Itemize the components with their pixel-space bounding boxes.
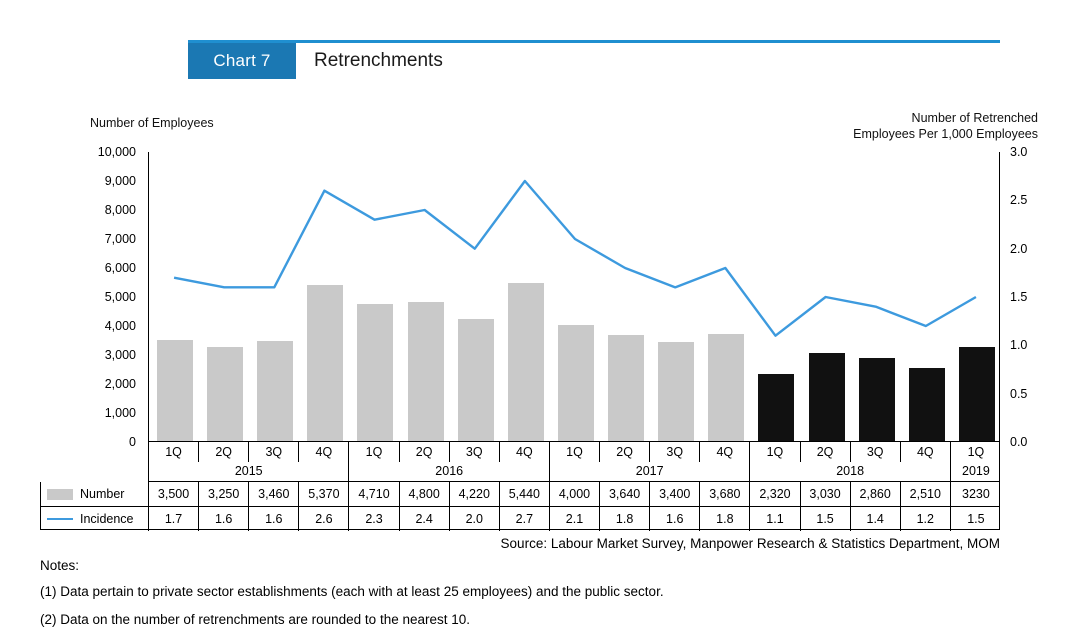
quarter-label: 1Q xyxy=(750,442,800,462)
right-tick-label: 3.0 xyxy=(1010,145,1028,159)
year-label: 2015 xyxy=(149,462,349,481)
quarter-label: 3Q xyxy=(450,442,500,462)
table-cell-incidence: 2.3 xyxy=(349,507,399,531)
left-axis-tick-labels xyxy=(62,145,142,449)
left-axis-title: Number of Employees xyxy=(90,116,214,130)
table-cell-number: 3,640 xyxy=(600,482,650,506)
table-cell-number: 2,320 xyxy=(750,482,800,506)
right-tick-label: 2.5 xyxy=(1010,193,1028,208)
left-tick-label: 2,000 xyxy=(104,377,136,391)
table-cell-number: 3,400 xyxy=(650,482,700,506)
left-tick-label: 5,000 xyxy=(104,290,136,304)
quarter-label: 1Q xyxy=(550,442,600,462)
year-label: 2018 xyxy=(750,462,950,481)
table-cell-number: 4,000 xyxy=(550,482,600,506)
left-tick-label: 4,000 xyxy=(104,319,136,333)
table-cell-incidence: 1.5 xyxy=(801,507,851,531)
left-tick-label: 10,000 xyxy=(97,145,136,159)
legend-label-incidence: Incidence xyxy=(80,512,134,526)
table-cell-incidence: 2.1 xyxy=(550,507,600,531)
table-cell-incidence: 2.6 xyxy=(299,507,349,531)
table-cell-number: 5,440 xyxy=(500,482,550,506)
quarter-label: 2Q xyxy=(400,442,450,462)
table-cell-number: 5,370 xyxy=(299,482,349,506)
quarter-label: 2Q xyxy=(801,442,851,462)
table-cell-incidence: 1.1 xyxy=(750,507,800,531)
quarter-label: 4Q xyxy=(299,442,349,462)
table-cell-incidence: 2.4 xyxy=(400,507,450,531)
quarter-label: 4Q xyxy=(901,442,951,462)
plot-area xyxy=(148,152,1000,442)
note-2: (2) Data on the number of retrenchments are rounded to the nearest 10. xyxy=(40,612,471,627)
table-cell-number: 4,710 xyxy=(349,482,399,506)
right-axis-tick-labels xyxy=(1004,145,1054,449)
category-axis xyxy=(148,442,1000,482)
quarter-label: 2Q xyxy=(199,442,249,462)
data-table xyxy=(40,482,1000,530)
table-cell-incidence: 1.6 xyxy=(199,507,249,531)
notes-title: Notes: xyxy=(40,558,80,573)
right-tick-label: 1.5 xyxy=(1010,290,1028,304)
chart-header xyxy=(188,40,1000,86)
table-cell-incidence: 1.4 xyxy=(851,507,901,531)
table-cell-number: 3230 xyxy=(962,487,990,501)
table-row-incidence xyxy=(41,506,999,531)
year-label: 2019 xyxy=(962,464,990,478)
table-cell-incidence: 1.2 xyxy=(901,507,951,531)
left-tick-label: 1,000 xyxy=(104,406,136,420)
table-cell-number: 3,680 xyxy=(700,482,750,506)
quarter-label: 4Q xyxy=(700,442,750,462)
table-cell-incidence: 1.6 xyxy=(650,507,700,531)
right-tick-label: 2.0 xyxy=(1010,241,1028,256)
table-cell-number: 4,220 xyxy=(450,482,500,506)
header-rule xyxy=(188,40,1000,43)
right-tick-label: 0.0 xyxy=(1010,435,1028,449)
quarter-label: 4Q xyxy=(500,442,550,462)
left-tick-label: 7,000 xyxy=(104,232,136,246)
right-tick-label: 1.0 xyxy=(1010,338,1028,353)
left-tick-label: 8,000 xyxy=(104,203,136,217)
table-row-number xyxy=(41,482,999,506)
left-tick-label: 0 xyxy=(129,435,136,449)
legend-label-number: Number xyxy=(80,487,125,501)
quarter-label: 2Q xyxy=(600,442,650,462)
year-label: 2016 xyxy=(349,462,549,481)
quarter-label: 1Q xyxy=(349,442,399,462)
table-cell-number: 3,460 xyxy=(249,482,299,506)
quarter-label: 3Q xyxy=(249,442,299,462)
table-cell-number: 3,030 xyxy=(801,482,851,506)
quarter-label: 3Q xyxy=(650,442,700,462)
left-tick-label: 9,000 xyxy=(104,174,136,188)
incidence-line-series xyxy=(149,152,1001,442)
right-axis-title: Number of Retrenched Employees Per 1,000 Employees xyxy=(853,111,1038,141)
right-tick-label: 0.5 xyxy=(1010,386,1028,401)
table-cell-incidence: 1.8 xyxy=(600,507,650,531)
page-title: Retrenchments xyxy=(314,50,443,71)
quarter-label: 1Q xyxy=(967,445,985,459)
table-cell-incidence: 1.7 xyxy=(149,507,199,531)
quarter-label: 3Q xyxy=(851,442,901,462)
table-cell-number: 2,510 xyxy=(901,482,951,506)
table-cell-incidence: 1.6 xyxy=(249,507,299,531)
left-tick-label: 3,000 xyxy=(104,348,136,362)
note-1: (1) Data pertain to private sector establishments (each with at least 25 employees) and the public sector. xyxy=(40,584,664,599)
table-cell-incidence: 1.8 xyxy=(700,507,750,531)
quarter-label: 1Q xyxy=(149,442,199,462)
incidence-line xyxy=(174,181,976,336)
table-cell-number: 4,800 xyxy=(400,482,450,506)
table-cell-incidence: 2.0 xyxy=(450,507,500,531)
table-cell-number: 2,860 xyxy=(851,482,901,506)
table-cell-incidence: 2.7 xyxy=(500,507,550,531)
year-label: 2017 xyxy=(550,462,750,481)
table-cell-incidence: 1.5 xyxy=(967,512,985,526)
source-text: Source: Labour Market Survey, Manpower Research & Statistics Department, MOM xyxy=(500,536,1000,551)
table-cell-number: 3,250 xyxy=(199,482,249,506)
chart-number-tag: Chart 7 xyxy=(188,43,296,79)
left-tick-label: 6,000 xyxy=(104,261,136,275)
table-cell-number: 3,500 xyxy=(149,482,199,506)
